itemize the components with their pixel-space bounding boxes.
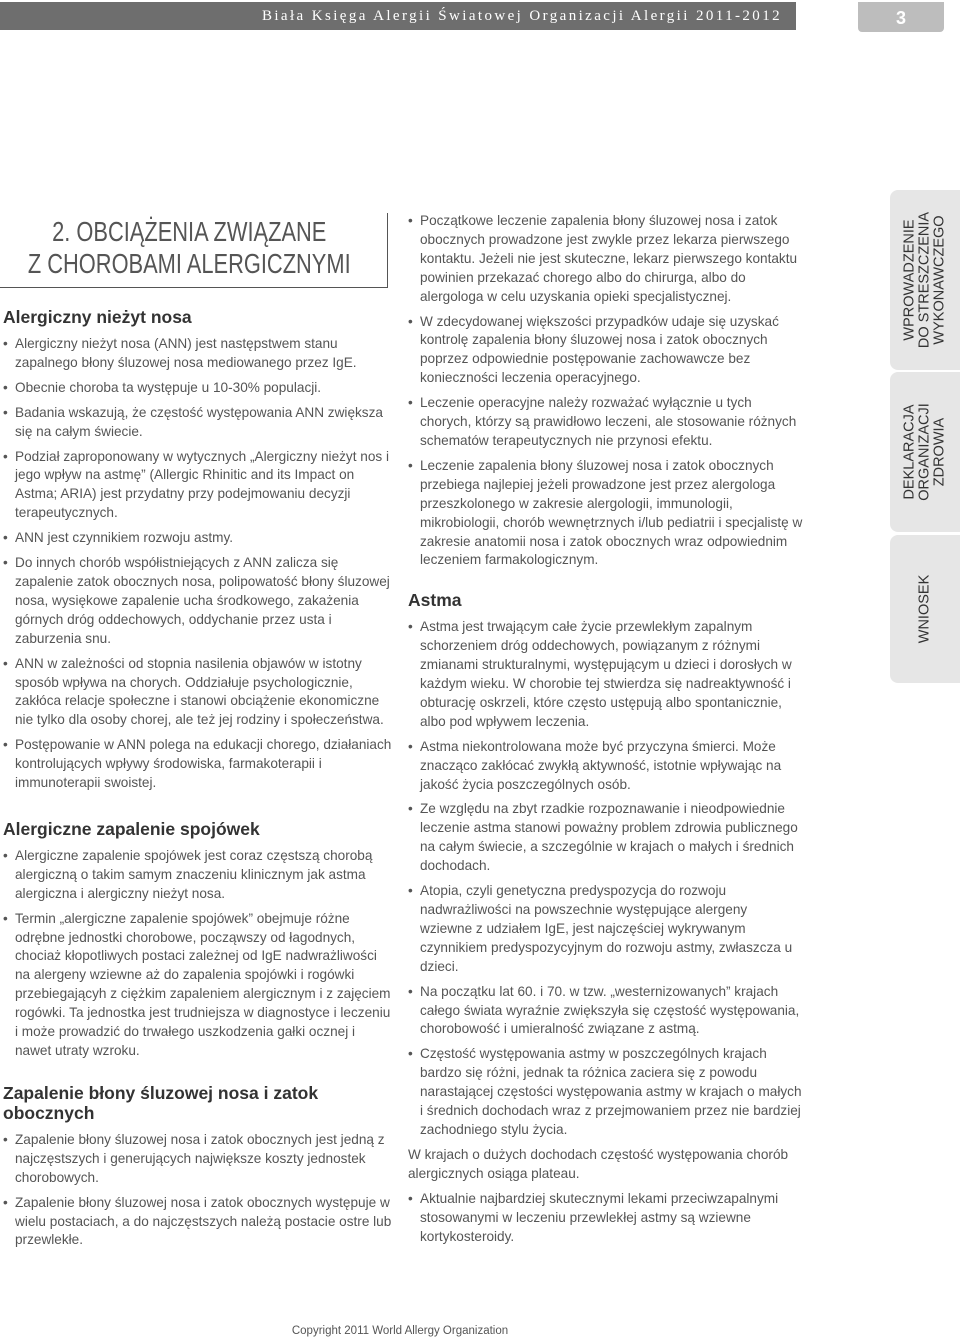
list-item: • Postępowanie w ANN polega na edukacji chorego, działaniach kontrolujących wpływy środowiska, farmakoterapii i immunoterapii swoistej. xyxy=(3,736,393,793)
allergic-rhinitis-list xyxy=(3,335,393,793)
side-tab-declaration-label: DEKLARACJA ORGANIZACJI ZDROWIA xyxy=(901,403,948,501)
chapter-title xyxy=(4,216,375,280)
list-item: • Częstość występowania astmy w poszczególnych krajach bardzo się różni, jednak ta różnica zaciera się z powodu narastającej częstości występowania astmy w krajach o małych i średnich dochodach wraz z przejmowaniem przez nie bardziej zachodniego stylu życia. xyxy=(408,1045,803,1140)
side-tab-conclusion-label: WNIOSEK xyxy=(916,574,933,644)
right-column xyxy=(408,212,803,1252)
list-item: • W zdecydowanej większości przypadków udaje się uzyskać kontrolę zapalenia błony śluzowej nosa i zatok obocznych poprzez odpowiednie postępowanie zachowawcze bez konieczności leczenia operacyjnego. xyxy=(408,313,803,389)
side-tab-introduction[interactable] xyxy=(890,190,960,370)
section-heading-rhinosinusitis: Zapalenie błony śluzowej nosa i zatok obocznych xyxy=(3,1082,319,1123)
asthma-paragraph: W krajach o dużych dochodach częstość występowania chorób alergicznych osiąga plateau. xyxy=(408,1146,789,1181)
list-item: • Badania wskazują, że częstość występowania ANN zwiększa się na całym świecie. xyxy=(3,404,393,442)
conjunctivitis-list xyxy=(3,847,393,1061)
list-item: • Podział zaproponowany w wytycznych „Alergiczny nieżyt nos i jego wpływ na astmę” (Allergic Rhinitic and its Impact on Astma; ARIA) jest przydatny przy podejmowaniu decyzji terapeutycznych. xyxy=(3,448,393,524)
section-heading-allergic-rhinitis: Alergiczny nieżyt nosa xyxy=(3,307,192,327)
chapter-title-line-2: Z CHOROBAMI ALERGICZNYMI xyxy=(27,248,351,279)
list-item: • ANN jest czynnikiem rozwoju astmy. xyxy=(3,529,393,548)
list-item: • Alergiczny nieżyt nosa (ANN) jest następstwem stanu zapalnego błony śluzowej nosa mediowanego przez IgE. xyxy=(3,335,393,373)
list-item: • Na początku lat 60. i 70. w tzw. „westernizowanych” krajach całego świata wyraźnie zwiększyła się częstość występowania, chorobowość i umieralność związane z astmą. xyxy=(408,983,803,1040)
list-item: • Ze względu na zbyt rzadkie rozpoznawanie i nieodpowiednie leczenie astma stanowi poważny problem zdrowia publicznego na całym świecie, a szczególnie w krajach o małych i średnich dochodach. xyxy=(408,800,803,876)
section-heading-asthma: Astma xyxy=(408,590,462,611)
list-item: • Astma niekontrolowana może być przyczyna śmierci. Może znacząco zakłócać zwykłą aktywność, istotnie wpływając na jakość życia poszczególnych osób. xyxy=(408,738,803,795)
running-header-title: Biała Księga Alergii Światowej Organizacji Alergii 2011-2012 xyxy=(261,8,782,24)
rhinosinusitis-list xyxy=(3,1131,393,1250)
list-item: • Zapalenie błony śluzowej nosa i zatok obocznych jest jedną z najczęstszych i generujących największe koszty jednostek chorobowych. xyxy=(3,1131,393,1188)
list-item: • ANN w zależności od stopnia nasilenia objawów w istotny sposób wpływa na chorych. Oddziałuje psychologicznie, zakłóca relacje społeczne i stanowi obciążenie ekonomiczne nie tylko dla osoby chorej, ale też jej rodziny i społeczeństwa. xyxy=(3,655,393,731)
list-item: • Zapalenie błony śluzowej nosa i zatok obocznych występuje w wielu postaciach, a do najczęstszych należą postacie ostre lub przewlekłe. xyxy=(3,1194,393,1251)
list-item: • Astma jest trwającym całe życie przewlekłym zapalnym schorzeniem dróg oddechowych, powiązanym z różnymi zmianami strukturalnymi, występującym u dzieci i dorosłych w każdym wieku. W chorobie tej stwierdza się nadreaktywność i obturację oskrzeli, które często ustępują albo spontanicznie, albo pod wpływem leczenia. xyxy=(408,618,803,731)
rhinosinusitis-continued-list xyxy=(408,212,803,570)
list-item: • Termin „alergiczne zapalenie spojówek” obejmuje różne odrębne jednostki chorobowe, począwszy od łagodnych, chociaż kłopotliwych postaci zależnej od IgE nadwrażliwości na alergeny wziewne aż do zapalenia spojówki i rogówki przebiegającyh z ciężkim zapaleniem alergicznym i z zajęciem rogówki. Ta jednostka jest trudniejsza w diagnostyce i leczeniu i może prowadzić do trwałego uszkodzenia gałki ocznej i nawet utraty wzroku. xyxy=(3,910,393,1061)
left-column xyxy=(3,307,393,1256)
section-heading-conjunctivitis: Alergiczne zapalenie spojówek xyxy=(3,818,260,839)
side-tab-conclusion[interactable] xyxy=(890,535,960,683)
page-number: 3 xyxy=(858,2,944,32)
chapter-title-line-1: 2. OBCIĄŻENIA ZWIĄZANE xyxy=(52,216,327,247)
asthma-list-2 xyxy=(408,1190,803,1247)
list-item: • Leczenie zapalenia błony śluzowej nosa i zatok obocznych przebiega najlepiej jeżeli prowadzone jest przez alergologa przeszkolonego w zakresie alergologii, immunologii, mikrobiologii, chorób wewnętrznych i/lub pediatrii i specjalistę w zakresie anatomii nosa i zatok obocznych wraz odpowiednim leczeniem farmakologicznym. xyxy=(408,457,803,570)
side-tab-declaration[interactable] xyxy=(890,372,960,532)
list-item: • Atopia, czyli genetyczna predyspozycja do rozwoju nadwrażliwości na powszechnie występujące alergeny wziewne z udziałem IgE, jest najczęściej wykrywanym czynnikiem predyspozycyjnym do rozwoju astmy, zwłaszcza u dzieci. xyxy=(408,882,803,977)
list-item: • Leczenie operacyjne należy rozważać wyłącznie u tych chorych, którzy są prawidłowo leczeni, ale stosowanie różnych schematów terapeutycznych nie przynosi efektu. xyxy=(408,394,803,451)
list-item: • Aktualnie najbardziej skutecznymi lekami przeciwzapalnymi stosowanymi w leczeniu przewlekłej astmy są wziewne kortykosteroidy. xyxy=(408,1190,803,1247)
header-bar xyxy=(0,2,796,30)
list-item: • Do innych chorób współistniejących z ANN zalicza się zapalenie zatok obocznych nosa, polipowatość błony śluzowej nosa, wysiękowe zapalenie ucha środkowego, zakażenia górnych dróg oddechowych, oddychanie przez usta i zaburzenia snu. xyxy=(3,554,393,649)
footer-copyright: Copyright 2011 World Allergy Organization xyxy=(291,1325,509,1337)
asthma-list xyxy=(408,618,803,1140)
list-item: • Alergiczne zapalenie spojówek jest coraz częstszą chorobą alergiczną o takim samym znaczeniu klinicznym jak astma alergiczna i alergiczny nieżyt nosa. xyxy=(3,847,393,904)
side-tab-introduction-label: WPROWADZENIE DO STRESZCZENIA WYKONAWCZEGO xyxy=(901,211,948,349)
list-item: • Obecnie choroba ta występuje u 10-30% populacji. xyxy=(3,379,393,398)
list-item: • Początkowe leczenie zapalenia błony śluzowej nosa i zatok obocznych prowadzone jest zwykle przez lekarza pierwszego kontaktu. Jeżeli nie jest skuteczne, lekarz pierwszego kontaktu powinien przekazać chorego albo do chirurga, albo do alergologa w celu uzyskania opieki specjalistycznej. xyxy=(408,212,803,307)
